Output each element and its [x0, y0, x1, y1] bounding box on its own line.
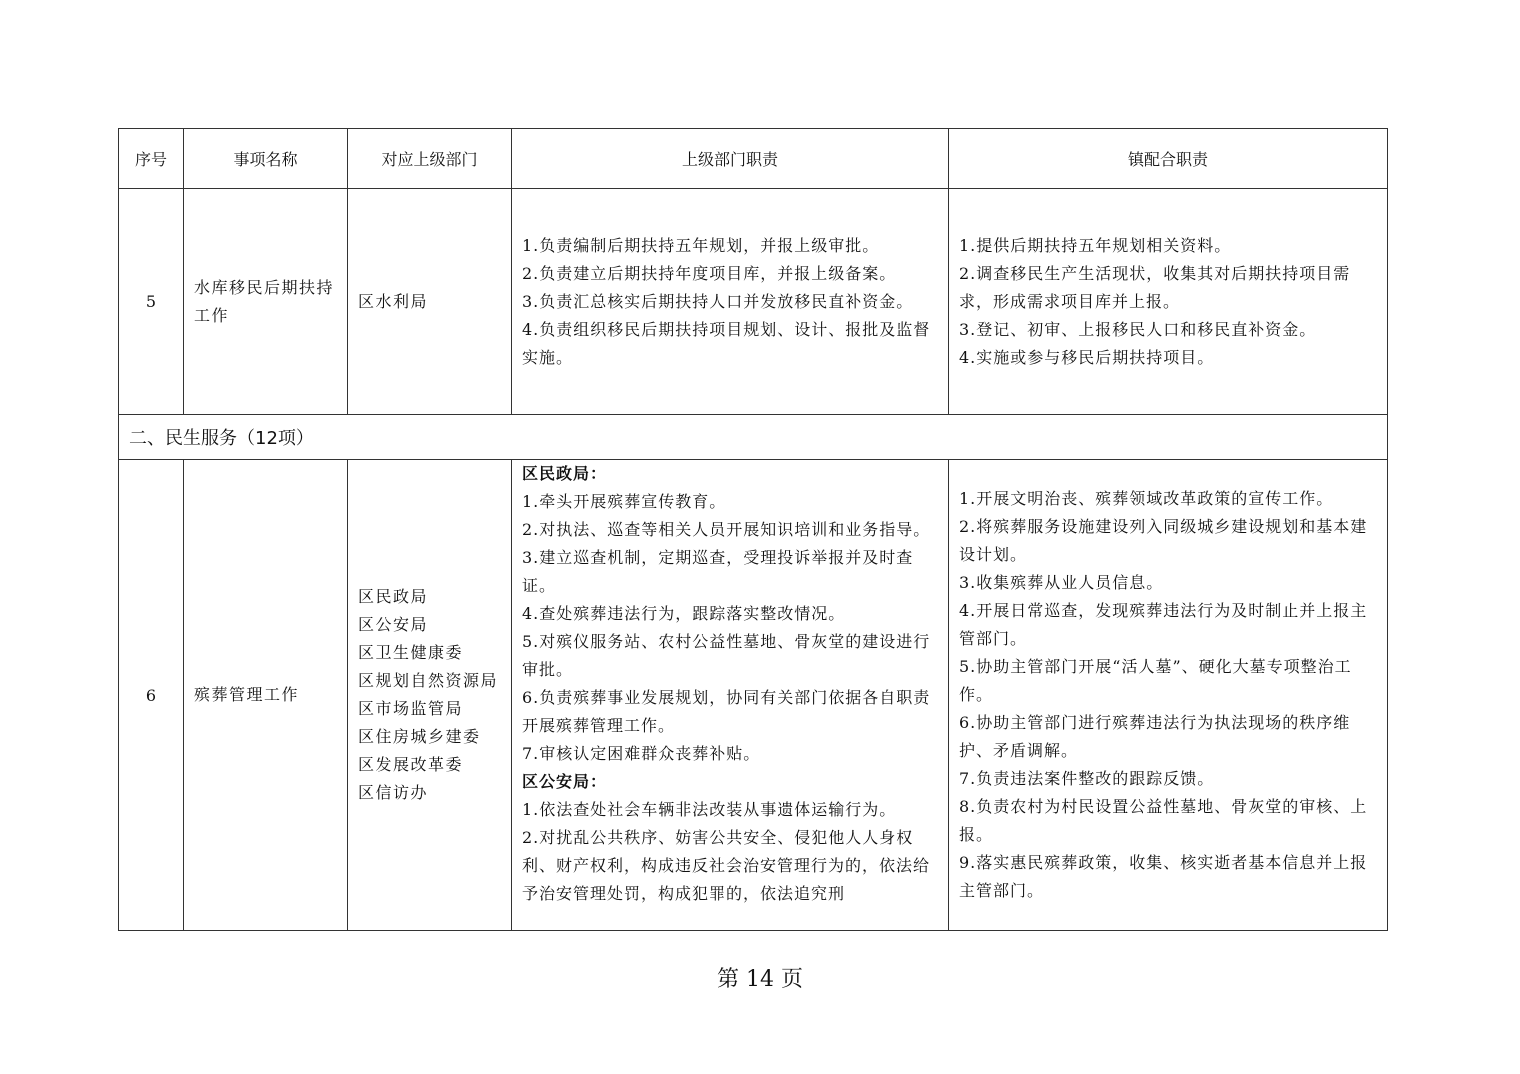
duty-item: 1.牵头开展殡葬宣传教育。 — [522, 492, 727, 511]
duty-item: 2.负责建立后期扶持年度项目库，并报上级备案。 — [522, 263, 897, 283]
section-row — [119, 415, 1388, 460]
dept-item: 区市场监管局 — [358, 699, 464, 718]
duty-item: 4.开展日常巡查，发现殡葬违法行为及时制止并上报主管部门。 — [959, 601, 1368, 648]
table-header-row — [119, 129, 1388, 189]
header-upper-duties: 上级部门职责 — [512, 129, 949, 189]
duty-item: 9.落实惠民殡葬政策，收集、核实逝者基本信息并上报主管部门。 — [959, 853, 1368, 900]
duty-item: 3.登记、初审、上报移民人口和移民直补资金。 — [959, 319, 1317, 339]
duty-item: 1.提供后期扶持五年规划相关资料。 — [959, 235, 1232, 255]
upper-duties-content — [522, 460, 938, 930]
duty-item: 3.建立巡查机制，定期巡查，受理投诉举报并及时查证。 — [522, 548, 914, 595]
duty-item: 8.负责农村为村民设置公益性墓地、骨灰堂的审核、上报。 — [959, 797, 1368, 844]
dept-item: 区公安局 — [358, 615, 429, 634]
duty-item: 2.对扰乱公共秩序、妨害公共安全、侵犯他人人身权利、财产权利，构成违反社会治安管理行为的，依法给予治安管理处罚，构成犯罪的，依法追究刑 — [522, 828, 931, 903]
dept-list — [348, 460, 512, 931]
dept-item: 区规划自然资源局 — [358, 671, 499, 690]
row-number: 6 — [119, 460, 184, 931]
dept-item: 区卫生健康委 — [358, 643, 464, 662]
duty-table — [118, 128, 1388, 931]
duty-item: 3.负责汇总核实后期扶持人口并发放移民直补资金。 — [522, 291, 914, 311]
duty-item: 1.负责编制后期扶持五年规划，并报上级审批。 — [522, 235, 880, 255]
duty-item: 2.对执法、巡查等相关人员开展知识培训和业务指导。 — [522, 520, 931, 539]
table-row — [119, 460, 1388, 931]
duty-item: 5.对殡仪服务站、农村公益性墓地、骨灰堂的建设进行审批。 — [522, 632, 931, 679]
duty-item: 2.将殡葬服务设施建设列入同级城乡建设规划和基本建设计划。 — [959, 517, 1368, 564]
duty-heading: 区民政局： — [522, 464, 608, 483]
duty-item: 1.开展文明治丧、殡葬领域改革政策的宣传工作。 — [959, 489, 1334, 508]
duty-item: 4.负责组织移民后期扶持项目规划、设计、报批及监督实施。 — [522, 319, 931, 367]
town-duties — [949, 189, 1388, 415]
dept-item: 区信访办 — [358, 783, 429, 802]
duty-item: 7.审核认定困难群众丧葬补贴。 — [522, 744, 761, 763]
town-duties — [949, 460, 1388, 931]
duty-item: 5.协助主管部门开展“活人墓”、硬化大墓专项整治工作。 — [959, 657, 1352, 704]
duty-item: 2.调查移民生产生活现状，收集其对后期扶持项目需求，形成需求项目库并上报。 — [959, 263, 1351, 311]
duty-item: 7.负责违法案件整改的跟踪反馈。 — [959, 769, 1215, 788]
duty-item: 4.实施或参与移民后期扶持项目。 — [959, 347, 1215, 367]
duty-item: 3.收集殡葬从业人员信息。 — [959, 573, 1164, 592]
duty-item: 1.依法查处社会车辆非法改装从事遗体运输行为。 — [522, 800, 897, 819]
item-name: 殡葬管理工作 — [184, 460, 348, 931]
duty-heading: 区公安局： — [522, 772, 608, 791]
header-town-duties: 镇配合职责 — [949, 129, 1388, 189]
header-num: 序号 — [119, 129, 184, 189]
dept-item: 区发展改革委 — [358, 755, 464, 774]
duty-item: 6.协助主管部门进行殡葬违法行为执法现场的秩序维护、矛盾调解。 — [959, 713, 1351, 760]
table-row — [119, 189, 1388, 415]
dept-list — [348, 189, 512, 415]
upper-duties — [512, 189, 949, 415]
dept-item: 区民政局 — [358, 587, 429, 606]
duty-item: 6.负责殡葬事业发展规划，协同有关部门依据各自职责开展殡葬管理工作。 — [522, 688, 931, 735]
duty-item: 4.查处殡葬违法行为，跟踪落实整改情况。 — [522, 604, 846, 623]
upper-duties — [512, 460, 949, 931]
dept-item: 区水利局 — [358, 291, 429, 311]
header-dept: 对应上级部门 — [348, 129, 512, 189]
row-number: 5 — [119, 189, 184, 415]
header-name: 事项名称 — [184, 129, 348, 189]
item-name: 水库移民后期扶持工作 — [184, 189, 348, 415]
section-title: 二、民生服务（12项） — [119, 415, 1388, 460]
dept-item: 区住房城乡建委 — [358, 727, 481, 746]
page-number: 第 14 页 — [717, 967, 803, 992]
